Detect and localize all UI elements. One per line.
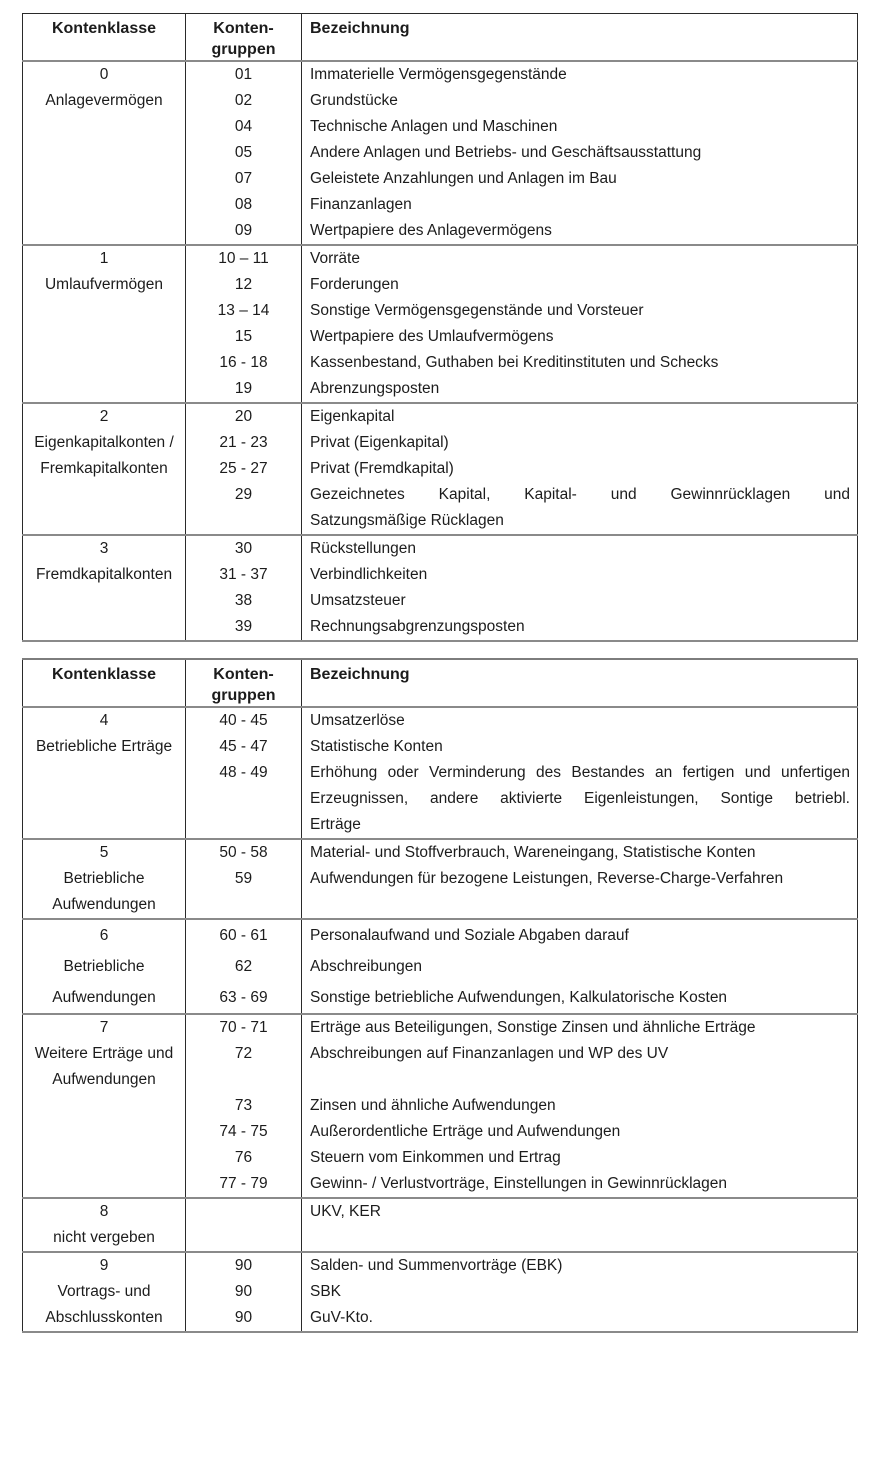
bezeichnung-line: Erträge	[310, 816, 361, 833]
bezeichnung-cell	[302, 760, 858, 839]
kontengruppe-cell	[186, 1198, 302, 1225]
kontengruppe-cell: 39	[186, 614, 302, 641]
bezeichnung-cell	[302, 1252, 858, 1279]
bezeichnung-cell	[302, 1305, 858, 1332]
bezeichnung-cell	[302, 1171, 858, 1198]
kontenklasse-number: 7	[99, 1019, 109, 1036]
bezeichnung-cell	[302, 272, 858, 298]
bezeichnung-line: Privat (Eigenkapital)	[310, 434, 449, 451]
bezeichnung-line: SBK	[310, 1283, 342, 1300]
kontenklasse-number: 5	[99, 844, 109, 861]
kontengruppe-cell: 12	[186, 272, 302, 298]
bezeichnung-cell	[302, 839, 858, 866]
bezeichnung-cell	[302, 1119, 858, 1145]
bezeichnung-cell	[302, 88, 858, 114]
column-header-kontengruppen	[186, 659, 302, 707]
bezeichnung-line: Gezeichnetes Kapital, Kapital- und Gewinnrücklagen und	[310, 486, 850, 503]
bezeichnung-line: Vorräte	[310, 250, 360, 267]
bezeichnung-line: Personalaufwand und Soziale Abgaben darauf	[310, 927, 629, 944]
bezeichnung-line: UKV, KER	[310, 1203, 381, 1220]
kontengruppe-cell: 50 - 58	[186, 839, 302, 866]
kontengruppe-cell: 74 - 75	[186, 1119, 302, 1145]
kontenklasse-number: 6	[99, 927, 109, 944]
table-row	[23, 1252, 858, 1279]
bezeichnung-cell	[302, 403, 858, 430]
kontengruppe-cell: 07	[186, 166, 302, 192]
kontengruppe-cell: 45 - 47	[186, 734, 302, 760]
kontengruppe-cell: 02	[186, 88, 302, 114]
kontenklasse-cell	[23, 1252, 186, 1332]
kontengruppe-cell: 29	[186, 482, 302, 535]
column-header-kontenklasse: Kontenklasse	[23, 659, 186, 707]
kontengruppe-cell: 72	[186, 1041, 302, 1067]
bezeichnung-line: Erzeugnissen, andere aktivierte Eigenleistungen, Sontige betriebl.	[310, 790, 850, 807]
bezeichnung-line: Aufwendungen für bezogene Leistungen, Reverse-Charge-Verfahren	[310, 870, 784, 887]
bezeichnung-cell	[302, 951, 858, 982]
bezeichnung-line: Sonstige Vermögensgegenstände und Vorsteuer	[310, 302, 644, 319]
bezeichnung-cell	[302, 430, 858, 456]
kontenklasse-name: Anlagevermögen	[45, 92, 163, 109]
bezeichnung-cell	[302, 456, 858, 482]
kontenklasse-name: Betriebliche	[63, 958, 145, 975]
bezeichnung-line: Abrenzungsposten	[310, 380, 440, 397]
table-row	[23, 919, 858, 951]
kontenklasse-name: Betriebliche	[63, 870, 145, 887]
bezeichnung-line: Steuern vom Einkommen und Ertrag	[310, 1149, 561, 1166]
bezeichnung-line: Abschreibungen	[310, 958, 423, 975]
table-row	[23, 403, 858, 430]
kontengruppe-cell: 25 - 27	[186, 456, 302, 482]
kontenklasse-name: Vortrags- und	[57, 1283, 151, 1300]
bezeichnung-line: Erhöhung oder Verminderung des Bestandes an fertigen und unfertigen	[310, 764, 850, 781]
column-header-kontengruppen-line2: gruppen	[211, 687, 276, 704]
table-row	[23, 1198, 858, 1225]
bezeichnung-line: Privat (Fremdkapital)	[310, 460, 454, 477]
column-header-bezeichnung: Bezeichnung	[302, 14, 858, 62]
column-header-kontenklasse: Kontenklasse	[23, 14, 186, 62]
bezeichnung-line: Statistische Konten	[310, 738, 443, 755]
kontengruppe-cell	[186, 892, 302, 919]
bezeichnung-cell	[302, 1225, 858, 1252]
kontenklasse-cell	[23, 245, 186, 403]
bezeichnung-line: Material- und Stoffverbrauch, Wareneingang, Statistische Konten	[310, 844, 756, 861]
bezeichnung-line: Eigenkapital	[310, 408, 395, 425]
bezeichnung-cell	[302, 866, 858, 892]
bezeichnung-cell	[302, 1279, 858, 1305]
kontengruppe-cell: 38	[186, 588, 302, 614]
table-body	[23, 707, 858, 1332]
bezeichnung-cell	[302, 245, 858, 272]
bezeichnung-cell	[302, 892, 858, 919]
bezeichnung-line	[310, 1067, 850, 1093]
kontengruppe-cell: 90	[186, 1305, 302, 1332]
kontengruppe-cell: 15	[186, 324, 302, 350]
kontengruppe-cell: 31 - 37	[186, 562, 302, 588]
bezeichnung-cell	[302, 1198, 858, 1225]
kontenklasse-cell	[23, 535, 186, 641]
column-header-kontengruppen-line1: Konten-	[213, 20, 274, 37]
kontenrahmen-table-1	[22, 13, 858, 642]
column-header-kontengruppen-line1: Konten-	[213, 666, 274, 683]
kontengruppe-cell: 21 - 23	[186, 430, 302, 456]
bezeichnung-cell	[302, 562, 858, 588]
kontengruppe-cell: 20	[186, 403, 302, 430]
kontengruppe-cell: 77 - 79	[186, 1171, 302, 1198]
bezeichnung-cell	[302, 734, 858, 760]
bezeichnung-cell	[302, 114, 858, 140]
kontengruppe-cell: 30	[186, 535, 302, 562]
table-row	[23, 61, 858, 88]
bezeichnung-line: Abschreibungen auf Finanzanlagen und WP des UV	[310, 1045, 669, 1062]
bezeichnung-line: Satzungsmäßige Rücklagen	[310, 512, 504, 529]
kontenrahmen-table-2	[22, 658, 858, 1333]
kontenklasse-cell	[23, 61, 186, 245]
bezeichnung-line: Forderungen	[310, 276, 399, 293]
bezeichnung-cell	[302, 982, 858, 1014]
bezeichnung-cell	[302, 1067, 858, 1093]
kontengruppe-cell: 60 - 61	[186, 919, 302, 951]
kontenklasse-cell	[23, 839, 186, 919]
kontengruppe-cell: 59	[186, 866, 302, 892]
bezeichnung-line: Immaterielle Vermögensgegenstände	[310, 66, 567, 83]
bezeichnung-cell	[302, 1041, 858, 1067]
bezeichnung-line	[310, 892, 850, 918]
kontenklasse-number: 4	[99, 712, 109, 729]
kontengruppe-cell: 13 – 14	[186, 298, 302, 324]
kontengruppe-cell: 10 – 11	[186, 245, 302, 272]
table-row	[23, 1014, 858, 1041]
kontenklasse-number: 0	[99, 66, 109, 83]
kontengruppe-cell: 05	[186, 140, 302, 166]
kontenklasse-name: Aufwendungen	[52, 989, 156, 1006]
bezeichnung-cell	[302, 1093, 858, 1119]
bezeichnung-line: Finanzanlagen	[310, 196, 412, 213]
bezeichnung-cell	[302, 140, 858, 166]
kontenklasse-cell	[23, 919, 186, 1014]
kontenklasse-cell	[23, 403, 186, 535]
bezeichnung-line: Geleistete Anzahlungen und Anlagen im Bau	[310, 170, 617, 187]
table-row	[23, 707, 858, 734]
kontengruppe-cell: 90	[186, 1252, 302, 1279]
column-header-kontengruppen-line2: gruppen	[211, 41, 276, 58]
bezeichnung-cell	[302, 218, 858, 245]
kontenklasse-cell	[23, 1014, 186, 1198]
kontengruppe-cell	[186, 1067, 302, 1093]
kontengruppe-cell: 08	[186, 192, 302, 218]
bezeichnung-line: Zinsen und ähnliche Aufwendungen	[310, 1097, 556, 1114]
bezeichnung-cell	[302, 614, 858, 641]
header-row	[23, 14, 858, 62]
bezeichnung-line: Verbindlichkeiten	[310, 566, 428, 583]
kontenklasse-number: 8	[99, 1203, 109, 1220]
kontengruppe-cell: 70 - 71	[186, 1014, 302, 1041]
kontengruppe-cell: 48 - 49	[186, 760, 302, 839]
bezeichnung-cell	[302, 61, 858, 88]
bezeichnung-cell	[302, 1014, 858, 1041]
kontenklasse-name: Aufwendungen	[52, 896, 156, 913]
bezeichnung-cell	[302, 324, 858, 350]
kontengruppe-cell: 73	[186, 1093, 302, 1119]
bezeichnung-cell	[302, 166, 858, 192]
kontenklasse-number: 1	[99, 250, 109, 267]
bezeichnung-cell	[302, 919, 858, 951]
kontenklasse-name: Umlaufvermögen	[44, 276, 164, 293]
bezeichnung-line: Rechnungsabgrenzungsposten	[310, 618, 525, 635]
bezeichnung-line: Erträge aus Beteiligungen, Sonstige Zinsen und ähnliche Erträge	[310, 1019, 756, 1036]
kontenklasse-number: 9	[99, 1257, 109, 1274]
bezeichnung-line: Salden- und Summenvorträge (EBK)	[310, 1257, 563, 1274]
header-row	[23, 659, 858, 707]
bezeichnung-cell	[302, 1145, 858, 1171]
bezeichnung-line: Umsatzerlöse	[310, 712, 405, 729]
kontenklasse-name: Eigenkapitalkonten /	[34, 434, 174, 451]
kontenklasse-number: 3	[99, 540, 109, 557]
bezeichnung-line: Sonstige betriebliche Aufwendungen, Kalkulatorische Kosten	[310, 989, 728, 1006]
bezeichnung-line: Andere Anlagen und Betriebs- und Geschäftsausstattung	[310, 144, 702, 161]
bezeichnung-line: Wertpapiere des Umlaufvermögens	[310, 328, 554, 345]
kontengruppe-cell: 76	[186, 1145, 302, 1171]
kontenklasse-cell	[23, 707, 186, 839]
kontenklasse-name: nicht vergeben	[53, 1229, 155, 1246]
table-row	[23, 839, 858, 866]
kontengruppe-cell: 09	[186, 218, 302, 245]
bezeichnung-cell	[302, 192, 858, 218]
kontenklasse-number: 2	[99, 408, 109, 425]
bezeichnung-line: Umsatzsteuer	[310, 592, 406, 609]
bezeichnung-line: Technische Anlagen und Maschinen	[310, 118, 558, 135]
kontenklasse-name: Abschlusskonten	[45, 1309, 163, 1326]
kontengruppe-cell: 63 - 69	[186, 982, 302, 1014]
kontenklasse-cell	[23, 1198, 186, 1252]
kontengruppe-cell	[186, 1225, 302, 1252]
kontenklasse-name: Aufwendungen	[52, 1071, 156, 1088]
bezeichnung-cell	[302, 707, 858, 734]
bezeichnung-line: Kassenbestand, Guthaben bei Kreditinstituten und Schecks	[310, 354, 719, 371]
column-header-bezeichnung: Bezeichnung	[302, 659, 858, 707]
kontenklasse-name: Fremdkapitalkonten	[35, 566, 173, 583]
kontenklasse-name: Fremkapitalkonten	[40, 460, 168, 477]
bezeichnung-cell	[302, 588, 858, 614]
table-body	[23, 61, 858, 641]
bezeichnung-line: GuV-Kto.	[310, 1309, 373, 1326]
column-header-kontengruppen	[186, 14, 302, 62]
bezeichnung-cell	[302, 482, 858, 535]
bezeichnung-cell	[302, 535, 858, 562]
kontengruppe-cell: 19	[186, 376, 302, 403]
bezeichnung-line	[310, 1225, 850, 1251]
bezeichnung-line: Grundstücke	[310, 92, 398, 109]
kontengruppe-cell: 04	[186, 114, 302, 140]
kontengruppe-cell: 90	[186, 1279, 302, 1305]
bezeichnung-line: Rückstellungen	[310, 540, 416, 557]
kontengruppe-cell: 40 - 45	[186, 707, 302, 734]
kontengruppe-cell: 16 - 18	[186, 350, 302, 376]
bezeichnung-line: Gewinn- / Verlustvorträge, Einstellungen in Gewinnrücklagen	[310, 1175, 728, 1192]
kontenklasse-name: Betriebliche Erträge	[35, 738, 173, 755]
kontengruppe-cell: 01	[186, 61, 302, 88]
kontengruppe-cell: 62	[186, 951, 302, 982]
table-row	[23, 535, 858, 562]
bezeichnung-cell	[302, 350, 858, 376]
bezeichnung-line: Außerordentliche Erträge und Aufwendungen	[310, 1123, 621, 1140]
bezeichnung-cell	[302, 376, 858, 403]
table-row	[23, 245, 858, 272]
bezeichnung-cell	[302, 298, 858, 324]
bezeichnung-line: Wertpapiere des Anlagevermögens	[310, 222, 552, 239]
kontenklasse-name: Weitere Erträge und	[34, 1045, 174, 1062]
